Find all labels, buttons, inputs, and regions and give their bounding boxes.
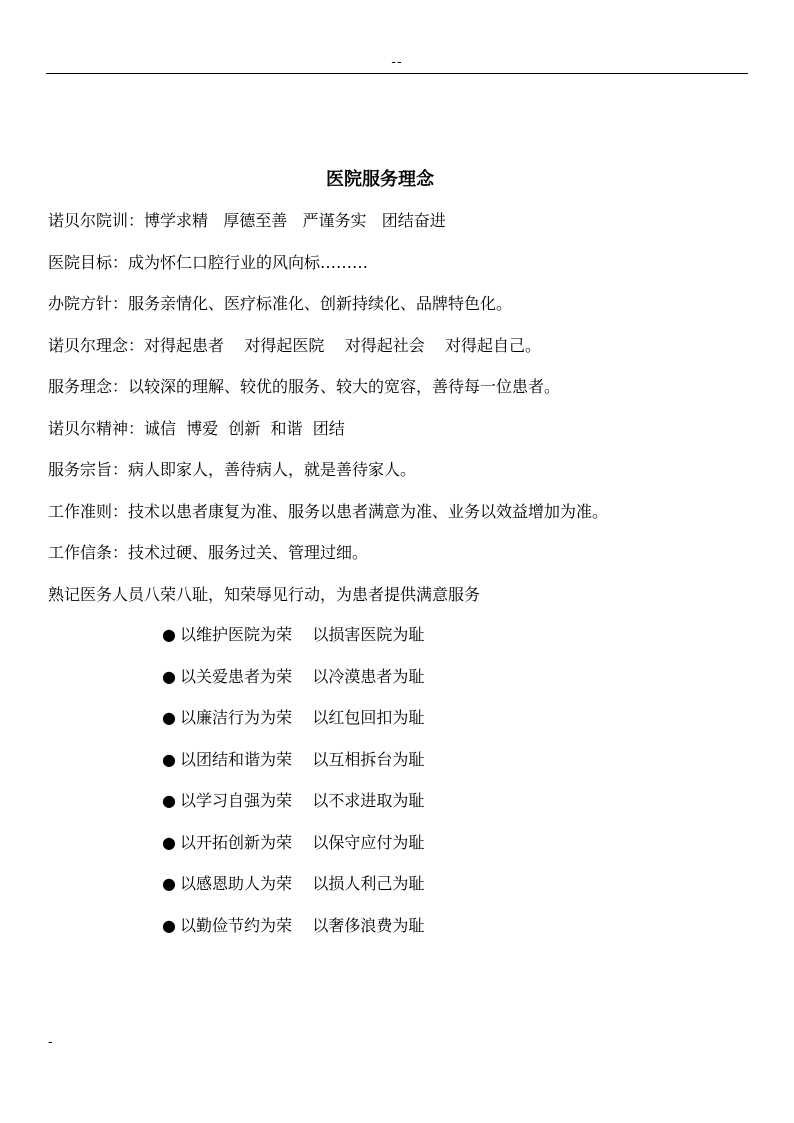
list-item bbox=[162, 747, 662, 789]
philosophy-value: 对得起患者 对得起医院 对得起社会 对得起自己。 bbox=[144, 335, 542, 355]
header-mark: -- bbox=[391, 55, 403, 70]
bullet-icon: ● bbox=[162, 666, 176, 686]
list-item bbox=[162, 664, 662, 706]
goal-label: 医院目标： bbox=[48, 252, 129, 272]
honor-intro-line bbox=[48, 582, 748, 624]
work-rule-label: 工作准则： bbox=[48, 501, 129, 521]
list-item bbox=[162, 705, 662, 747]
list-item bbox=[162, 830, 662, 872]
work-creed-label: 工作信条： bbox=[48, 543, 129, 562]
work-creed-value: 技术过硬、服务过关、管理过细。 bbox=[128, 543, 369, 562]
work-creed-line bbox=[48, 540, 748, 582]
list-item-text: 以维护医院为荣 以损害医院为耻 bbox=[180, 625, 425, 644]
list-item bbox=[162, 871, 662, 913]
bullet-icon: ● bbox=[162, 708, 176, 727]
service-concept-label: 服务理念： bbox=[48, 377, 129, 396]
philosophy-label: 诺贝尔理念： bbox=[48, 335, 145, 355]
motto-line bbox=[48, 208, 748, 250]
policy-line bbox=[48, 291, 748, 333]
purpose-value: 病人即家人，善待病人，就是善待家人。 bbox=[128, 460, 417, 479]
bullet-icon: ● bbox=[162, 749, 176, 769]
spirit-value: 诚信 博爱 创新 和谐 团结 bbox=[144, 418, 345, 438]
list-item bbox=[162, 913, 662, 955]
list-item bbox=[162, 622, 662, 664]
work-rule-value: 技术以患者康复为准、服务以患者满意为准、业务以效益增加为准。 bbox=[128, 501, 609, 521]
principles-section bbox=[48, 208, 748, 623]
list-item-text: 以开拓创新为荣 以保守应付为耻 bbox=[180, 832, 425, 852]
spirit-label: 诺贝尔精神： bbox=[48, 418, 145, 438]
goal-line bbox=[48, 250, 748, 292]
policy-value: 服务亲情化、医疗标准化、创新持续化、品牌特色化。 bbox=[128, 294, 513, 313]
spirit-line bbox=[48, 416, 748, 458]
header-rule bbox=[46, 73, 748, 74]
list-item bbox=[162, 788, 662, 830]
honor-list bbox=[162, 622, 662, 954]
footer-mark: - bbox=[48, 1035, 53, 1050]
motto-label: 诺贝尔院训： bbox=[48, 211, 145, 230]
bullet-icon: ● bbox=[162, 625, 176, 644]
work-rule-line bbox=[48, 499, 748, 541]
list-item-text: 以感恩助人为荣 以损人利己为耻 bbox=[180, 874, 425, 893]
bullet-icon: ● bbox=[162, 915, 176, 935]
philosophy-line bbox=[48, 333, 748, 375]
purpose-line bbox=[48, 457, 748, 499]
motto-value: 博学求精 厚德至善 严谨务实 团结奋进 bbox=[144, 211, 446, 230]
goal-value: 成为怀仁口腔行业的风向标……… bbox=[128, 252, 369, 272]
list-item-text: 以勤俭节约为荣 以奢侈浪费为耻 bbox=[180, 915, 425, 935]
list-item-text: 以廉洁行为为荣 以红包回扣为耻 bbox=[180, 708, 425, 727]
honor-intro-value: 熟记医务人员八荣八耻，知荣辱见行动，为患者提供满意服务 bbox=[48, 584, 481, 604]
list-item-text: 以学习自强为荣 以不求进取为耻 bbox=[180, 791, 425, 810]
bullet-icon: ● bbox=[162, 791, 176, 810]
policy-label: 办院方针： bbox=[48, 294, 129, 313]
service-concept-value: 以较深的理解、较优的服务、较大的宽容，善待每一位患者。 bbox=[128, 377, 561, 396]
bullet-icon: ● bbox=[162, 874, 176, 893]
service-concept-line bbox=[48, 374, 748, 416]
bullet-icon: ● bbox=[162, 832, 176, 852]
list-item-text: 以团结和谐为荣 以互相拆台为耻 bbox=[180, 749, 425, 769]
purpose-label: 服务宗旨： bbox=[48, 460, 129, 479]
page-title: 医院服务理念 bbox=[326, 169, 434, 190]
list-item-text: 以关爱患者为荣 以冷漠患者为耻 bbox=[180, 666, 425, 686]
